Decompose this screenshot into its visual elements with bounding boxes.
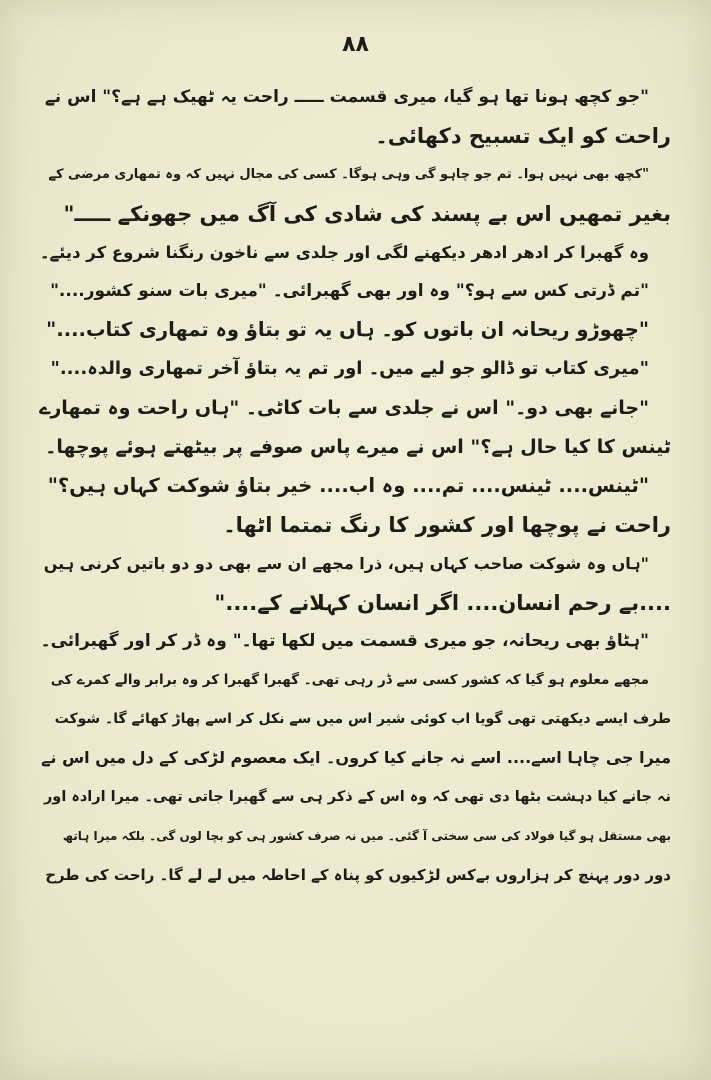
text-line: نہ جانے کیا دہشت بٹھا دی تھی کہ وہ اس کے ذکر ہی سے گھبرا جاتی تھی۔ میرا ارادہ اور <box>43 789 671 806</box>
text-line: راحت نے پوچھا اور کشور کا رنگ تمتما اٹھا۔ <box>223 512 671 537</box>
text-body <box>38 78 671 895</box>
text-line: طرف ایسے دیکھتی تھی گویا اب کوئی شیر اس میں سے نکل کر اسے پھاڑ کھائے گا۔ شوکت <box>54 711 671 728</box>
text-line: میرا جی چاہا اسے.... اسے نہ جانے کیا کروں۔ ایک معصوم لڑکی کے دل میں اس نے <box>41 748 671 768</box>
text-line: دور دور پہنچ کر ہزاروں بےکس لڑکیوں کو پناہ کے احاطہ میں لے لے گا۔ راحت کی طرح <box>45 865 671 884</box>
text-line: "میری کتاب تو ڈالو جو لیے میں۔ اور تم یہ بتاؤ آخر تمھاری والدہ...." <box>50 358 649 380</box>
page-number: ۸۸ <box>342 32 369 57</box>
text-line: بھی مستقل ہو گیا فولاد کی سی سختی آ گئی۔ میں نہ صرف کشور ہی کو بچا لوں گی۔ بلکہ میرا ہاتھ <box>62 828 671 843</box>
text-line: بغیر تمھیں اس بے پسند کی شادی کی آگ میں جھونکے ـــــ" <box>63 201 671 226</box>
text-line: "تم ڈرتی کس سے ہو؟" وہ اور بھی گھبرائی۔ "میری بات سنو کشور...." <box>50 281 649 302</box>
text-line: "جو کچھ ہونا تھا ہو گیا، میری قسمت ـــــ راحت یہ ٹھیک ہے ہے؟" اس نے <box>44 87 649 107</box>
text-line: "چھوڑو ریحانہ ان باتوں کو۔ ہاں یہ تو بتاؤ وہ تمھاری کتاب...." <box>46 318 649 342</box>
text-line: "ہاں وہ شوکت صاحب کہاں ہیں، ذرا مجھے ان سے بھی دو دو باتیں کرنی ہیں <box>43 553 649 573</box>
text-line: مجھے معلوم ہو گیا کہ کشور کسی سے ڈر رہی تھی۔ گھبرا گھبرا کر وہ برابر والے کمرے کی <box>50 672 649 689</box>
text-line: "ٹینس.... ٹینس.... تم.... وہ اب.... خیر بتاؤ شوکت کہاں ہیں؟" <box>47 473 649 497</box>
text-line: "ہٹاؤ بھی ریحانہ، جو میری قسمت میں لکھا تھا۔" وہ ڈر کر اور گھبرائی۔ <box>40 631 649 652</box>
text-line: ....بے رحم انسان.... اگر انسان کہلانے کے...." <box>214 590 671 615</box>
text-line: ٹینس کا کیا حال ہے؟" اس نے میرے پاس صوفے پر بیٹھتے ہوئے پوچھا۔ <box>45 436 671 459</box>
text-line: "جانے بھی دو۔" اس نے جلدی سے بات کاٹی۔ "ہاں راحت وہ تمھارے <box>39 397 649 420</box>
text-line: "کچھ بھی نہیں ہوا۔ تم جو چاہو گی وہی ہوگا۔ کسی کی مجال نہیں کہ وہ تمھاری مرضی کے <box>48 166 649 182</box>
text-line: وہ گھبرا کر ادھر ادھر دیکھنے لگی اور جلدی سے ناخون رنگنا شروع کر دیئے۔ <box>39 242 649 262</box>
text-line: راحت کو ایک تسبیح دکھائی۔ <box>375 123 671 148</box>
